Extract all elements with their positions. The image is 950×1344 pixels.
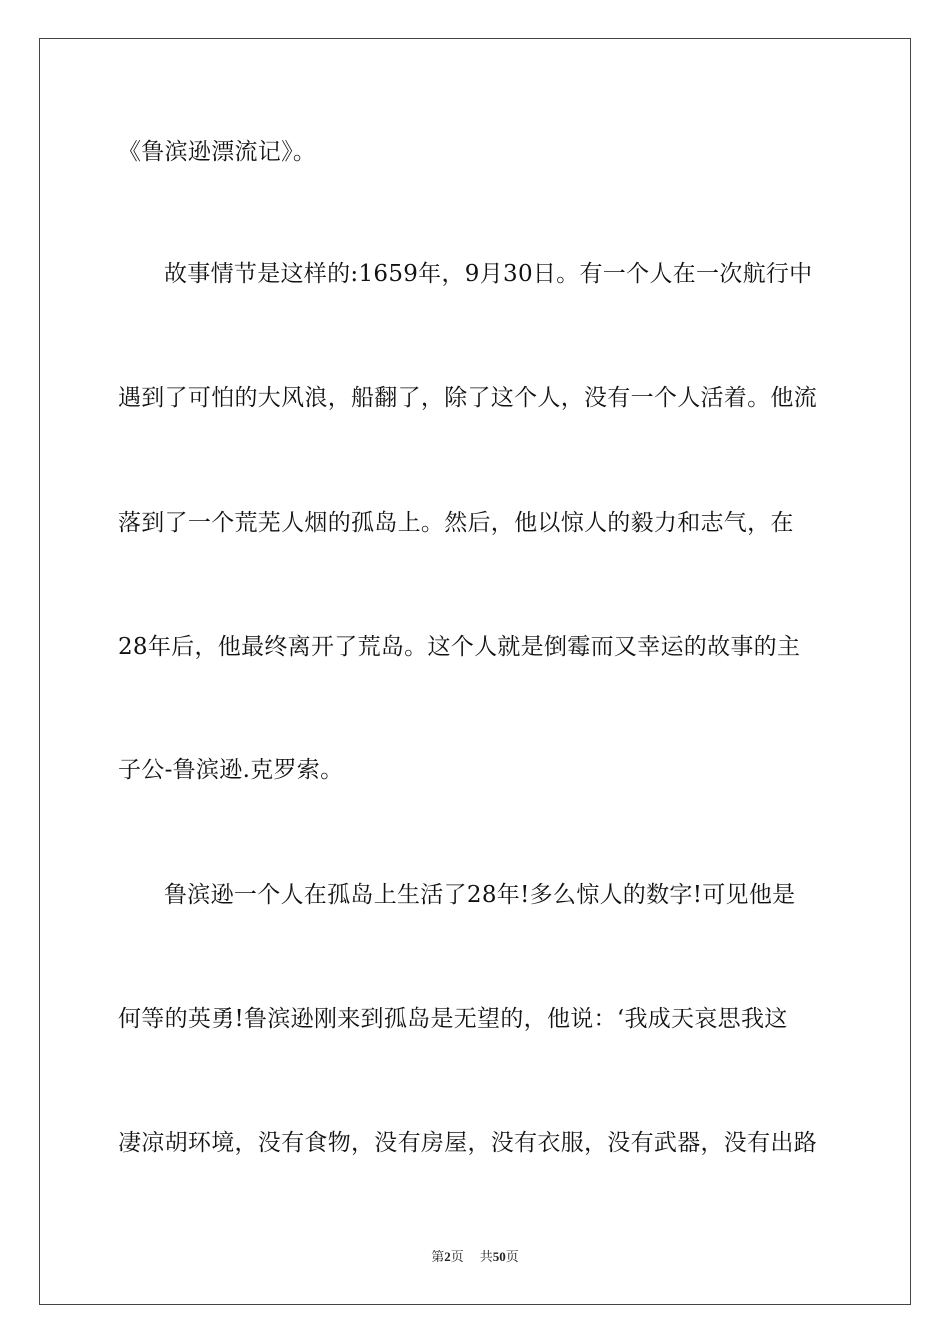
page-footer — [0, 1248, 950, 1267]
paragraph-2-line-1: 鲁滨逊一个人在孤岛上生活了28年!多么惊人的数字!可见他是 — [164, 882, 796, 908]
footer-page-total: 50 — [492, 1249, 506, 1264]
footer-total-prefix: 共 — [479, 1250, 493, 1265]
page-frame — [39, 38, 911, 1305]
paragraph-2-line-2: 何等的英勇!鲁滨逊刚来到孤岛是无望的，他说：‘我成天哀思我这 — [118, 1006, 788, 1032]
footer-total-suffix: 页 — [505, 1250, 519, 1265]
footer-page-current: 2 — [444, 1249, 451, 1264]
paragraph-1-line-3: 落到了一个荒芜人烟的孤岛上。然后，他以惊人的毅力和志气，在 — [118, 510, 794, 536]
footer-page-prefix: 第 — [431, 1250, 445, 1265]
text-line-1: 《鲁滨逊漂流记》。 — [118, 139, 317, 165]
paragraph-2-line-3: 凄凉胡环境，没有食物，没有房屋，没有衣服，没有武器，没有出路 — [118, 1130, 817, 1156]
paragraph-1-line-2: 遇到了可怕的大风浪，船翻了，除了这个人，没有一个人活着。他流 — [118, 385, 817, 411]
footer-page-suffix: 页 — [450, 1250, 464, 1265]
paragraph-1-line-5: 子公-鲁滨逊.克罗索。 — [118, 757, 344, 783]
paragraph-1-line-1: 故事情节是这样的:1659年，9月30日。有一个人在一次航行中 — [164, 261, 813, 287]
paragraph-1-line-4: 28年后，他最终离开了荒岛。这个人就是倒霉而又幸运的故事的主 — [118, 634, 801, 660]
